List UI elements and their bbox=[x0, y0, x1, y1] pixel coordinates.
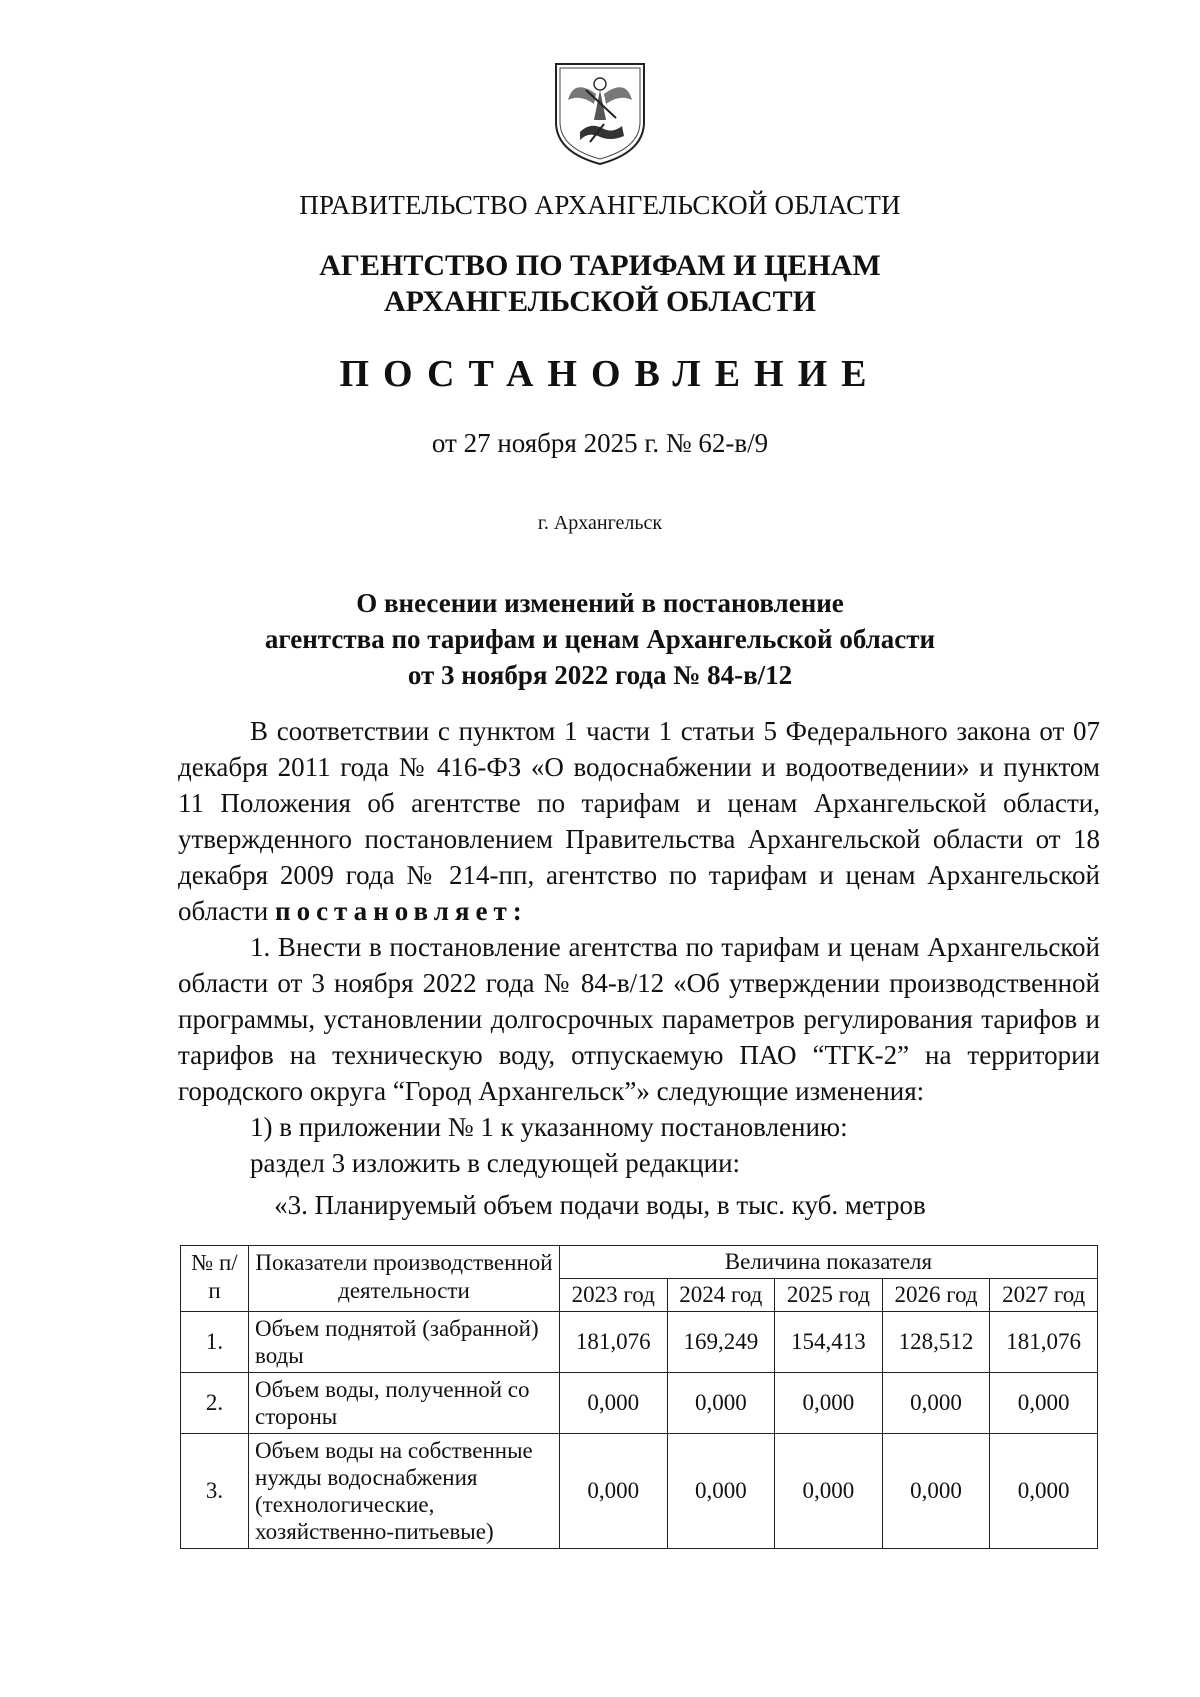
row-name: Объем поднятой (забранной) воды bbox=[249, 1312, 560, 1373]
row-name: Объем воды, полученной со стороны bbox=[249, 1373, 560, 1434]
row-value: 0,000 bbox=[990, 1434, 1098, 1549]
col-header-num: № п/п bbox=[181, 1246, 249, 1312]
row-value: 0,000 bbox=[990, 1373, 1098, 1434]
row-value: 0,000 bbox=[559, 1434, 667, 1549]
row-value: 0,000 bbox=[667, 1434, 775, 1549]
row-value: 0,000 bbox=[882, 1373, 990, 1434]
subclause-instruction: раздел 3 изложить в следующей редакции: bbox=[250, 1148, 741, 1178]
agency-name-line1: АГЕНТСТВО ПО ТАРИФАМ И ЦЕНАМ bbox=[319, 249, 881, 282]
subject-line3: от 3 ноября 2022 года № 84-в/12 bbox=[407, 660, 793, 690]
document-subject bbox=[0, 585, 1200, 693]
row-value: 0,000 bbox=[882, 1434, 990, 1549]
subject-line1: О внесении изменений в постановление bbox=[356, 588, 844, 618]
preamble-text: В соответствии с пунктом 1 части 1 статьи 5 Федерального закона от 07 декабря 2011 года № 416-ФЗ «О водоснабжении и водоотведении» и пунктом 11 Положения об агентстве по тарифам и ценам Архангельской области, утвержденного постановлением Правительства Архангельской области от 18 декабря 2009 года № 214-пп, агентство по тарифам и ценам Архангельской области bbox=[178, 716, 1100, 926]
subject-line2: агентства по тарифам и ценам Архангельской области bbox=[264, 624, 936, 654]
document-city: г. Архангельск bbox=[537, 512, 663, 534]
row-value: 169,249 bbox=[667, 1312, 775, 1373]
col-header-group: Величина показателя bbox=[559, 1246, 1097, 1279]
row-value: 0,000 bbox=[775, 1434, 883, 1549]
row-num: 2. bbox=[181, 1373, 249, 1434]
resolution-verb: постановляет: bbox=[275, 896, 528, 926]
document-body bbox=[178, 713, 1100, 1181]
row-value: 0,000 bbox=[667, 1373, 775, 1434]
year-header: 2023 год bbox=[559, 1279, 667, 1312]
year-header: 2025 год bbox=[775, 1279, 883, 1312]
row-value: 0,000 bbox=[775, 1373, 883, 1434]
table-row bbox=[181, 1434, 1098, 1549]
row-value: 154,413 bbox=[775, 1312, 883, 1373]
section-title: «3. Планируемый объем подачи воды, в тыс. куб. метров bbox=[274, 1190, 926, 1220]
document-date-number: от 27 ноября 2025 г. № 62-в/9 bbox=[431, 428, 769, 458]
row-value: 181,076 bbox=[559, 1312, 667, 1373]
row-value: 0,000 bbox=[559, 1373, 667, 1434]
row-value: 181,076 bbox=[990, 1312, 1098, 1373]
government-name: ПРАВИТЕЛЬСТВО АРХАНГЕЛЬСКОЙ ОБЛАСТИ bbox=[299, 190, 901, 220]
agency-name-line2: АРХАНГЕЛЬСКОЙ ОБЛАСТИ bbox=[384, 285, 816, 318]
agency-name bbox=[0, 248, 1200, 320]
subclause-1: 1) в приложении № 1 к указанному постановлению: bbox=[250, 1112, 848, 1142]
preamble-paragraph bbox=[178, 713, 1100, 929]
arkhangelsk-coat-of-arms-icon bbox=[550, 60, 650, 168]
document-type: ПОСТАНОВЛЕНИЕ bbox=[339, 353, 881, 395]
water-volume-table bbox=[180, 1245, 1098, 1549]
year-header: 2027 год bbox=[990, 1279, 1098, 1312]
row-value: 128,512 bbox=[882, 1312, 990, 1373]
clause-1-paragraph: 1. Внести в постановление агентства по тарифам и ценам Архангельской области от 3 ноября 2022 года № 84-в/12 «Об утверждении производственной программы, установлении долгосрочных параметров регулирования тарифов и тарифов на техническую воду, отпускаемую ПАО “ТГК-2” на территории городского округа “Город Архангельск”» следующие изменения: bbox=[178, 932, 1100, 1106]
table-row bbox=[181, 1373, 1098, 1434]
row-num: 3. bbox=[181, 1434, 249, 1549]
table-header-row bbox=[181, 1246, 1098, 1279]
year-header: 2024 год bbox=[667, 1279, 775, 1312]
row-num: 1. bbox=[181, 1312, 249, 1373]
year-header: 2026 год bbox=[882, 1279, 990, 1312]
row-name: Объем воды на собственные нужды водоснабжения (технологические, хозяйственно-питьевые) bbox=[249, 1434, 560, 1549]
col-header-name: Показатели производственной деятельности bbox=[249, 1246, 560, 1312]
table-row bbox=[181, 1312, 1098, 1373]
